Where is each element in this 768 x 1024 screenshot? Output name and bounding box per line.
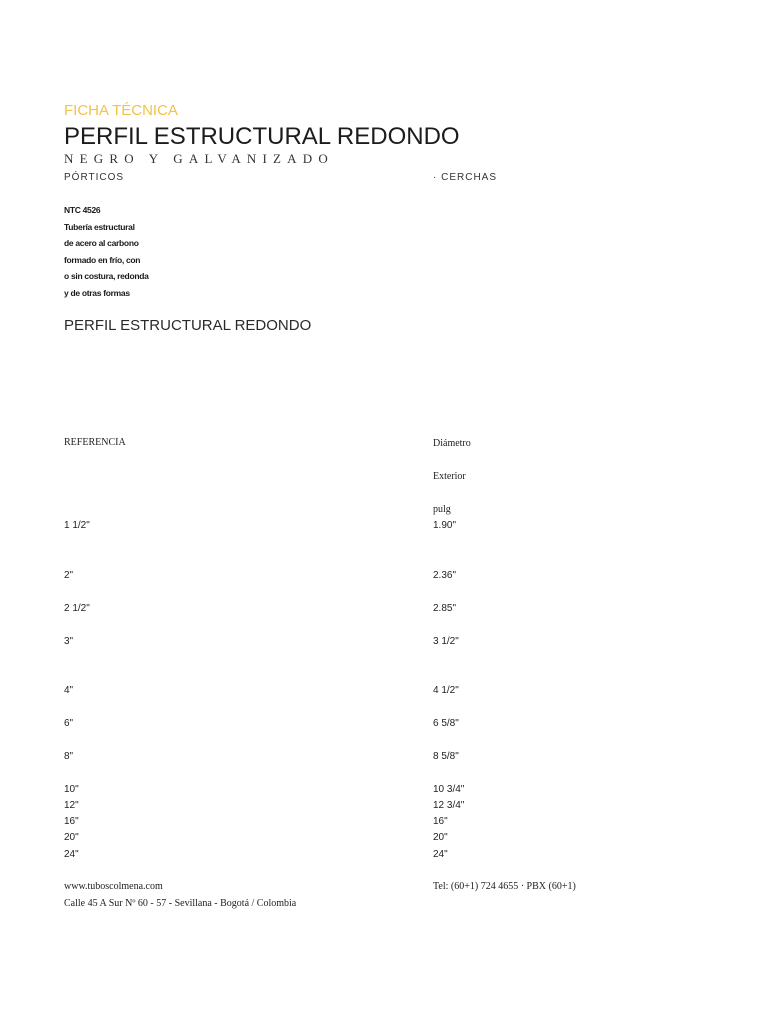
table-cell-diam: 2.85" xyxy=(433,603,457,614)
table-cell-ref: 6" xyxy=(64,718,74,729)
table-cell-ref: 12" xyxy=(64,800,79,811)
footer-phone: Tel: (60+1) 724 4655 · PBX (60+1) xyxy=(433,881,576,892)
note-line: o sin costura, redonda xyxy=(64,271,149,281)
tag-porticos: PÓRTICOS xyxy=(64,172,125,183)
table-cell-ref: 3" xyxy=(64,636,74,647)
page-title: PERFIL ESTRUCTURAL REDONDO xyxy=(64,123,460,150)
section-title: PERFIL ESTRUCTURAL REDONDO xyxy=(64,317,312,334)
table-cell-ref: 8" xyxy=(64,751,74,762)
table-cell-diam: 1.90" xyxy=(433,520,457,531)
table-cell-diam: 3 1/2" xyxy=(433,636,459,647)
page-subtitle: NEGRO Y GALVANIZADO xyxy=(64,151,334,166)
table-cell-diam: 10 3/4" xyxy=(433,784,465,795)
table-cell-diam: 20" xyxy=(433,832,448,843)
table-cell-ref: 1 1/2" xyxy=(64,520,90,531)
footer-address: Calle 45 A Sur Nº 60 - 57 - Sevillana - Bogotá / Colombia xyxy=(64,898,297,909)
table-header-unit: pulg xyxy=(433,504,451,515)
table-cell-ref: 24" xyxy=(64,849,79,860)
table-header-exterior: Exterior xyxy=(433,471,466,482)
table-cell-diam: 16" xyxy=(433,816,448,827)
table-cell-ref: 2" xyxy=(64,570,74,581)
note-line: NTC 4526 xyxy=(64,205,101,215)
table-cell-diam: 4 1/2" xyxy=(433,685,459,696)
footer-website[interactable]: www.tuboscolmena.com xyxy=(64,881,163,892)
table-cell-ref: 4" xyxy=(64,685,74,696)
note-line: Tubería estructural xyxy=(64,222,135,232)
table-cell-ref: 10" xyxy=(64,784,79,795)
note-line: de acero al carbono xyxy=(64,238,139,248)
table-cell-ref: 16" xyxy=(64,816,79,827)
note-line: formado en frío, con xyxy=(64,255,141,265)
table-cell-diam: 8 5/8" xyxy=(433,751,459,762)
table-cell-diam: 24" xyxy=(433,849,448,860)
kicker-label: FICHA TÉCNICA xyxy=(64,102,178,119)
table-cell-diam: 2.36" xyxy=(433,570,457,581)
table-cell-diam: 6 5/8" xyxy=(433,718,459,729)
table-cell-ref: 20" xyxy=(64,832,79,843)
note-line: y de otras formas xyxy=(64,288,130,298)
tag-cerchas: · CERCHAS xyxy=(433,172,498,183)
table-cell-ref: 2 1/2" xyxy=(64,603,90,614)
table-cell-diam: 12 3/4" xyxy=(433,800,465,811)
table-header-referencia: REFERENCIA xyxy=(64,437,126,448)
table-header-diametro: Diámetro xyxy=(433,438,471,449)
